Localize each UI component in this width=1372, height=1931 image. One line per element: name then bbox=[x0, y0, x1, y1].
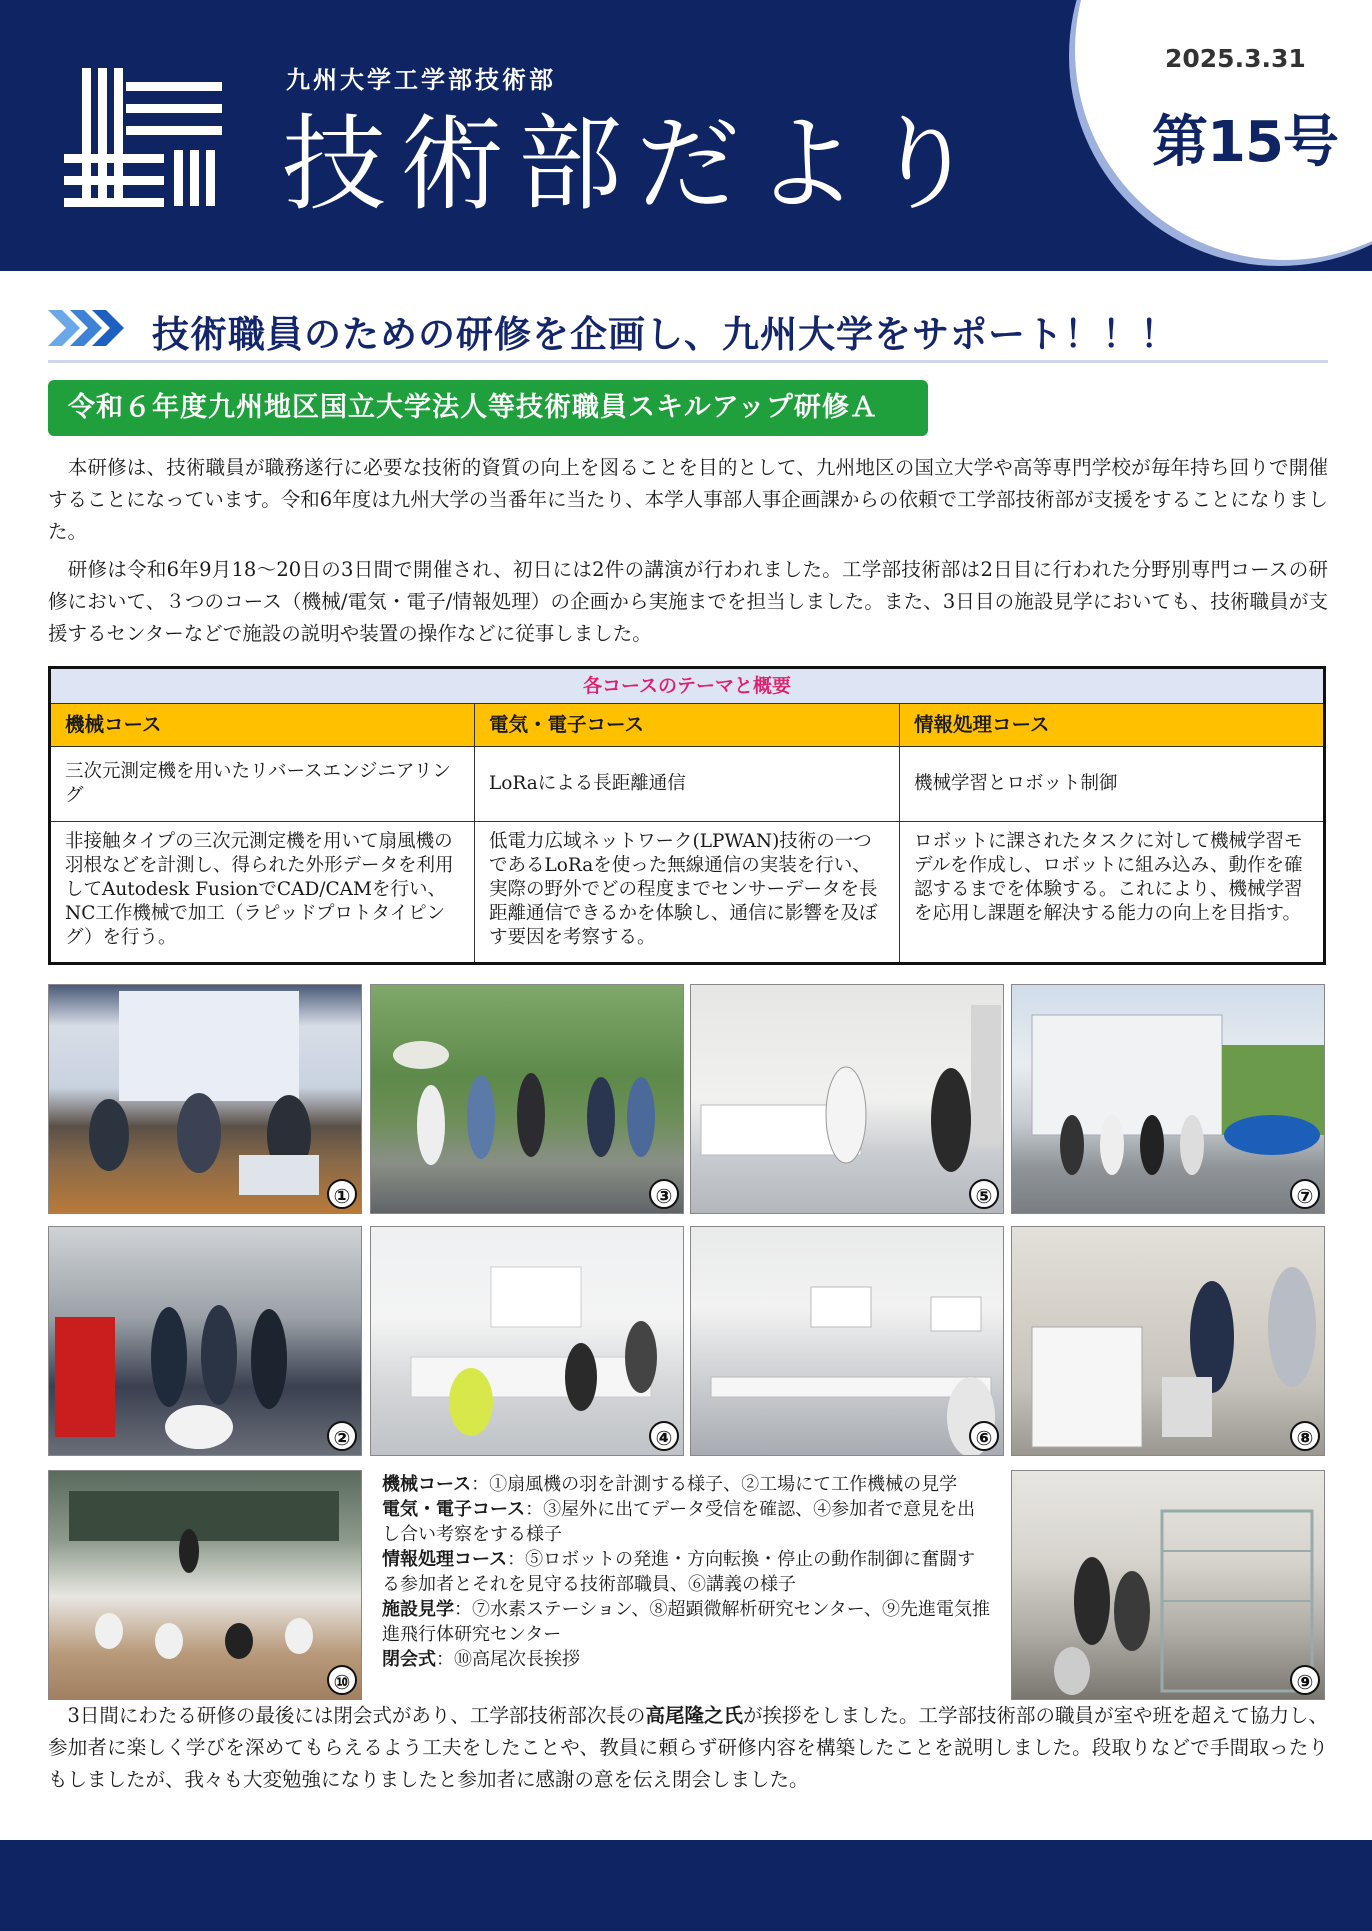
speaker-name: 高尾隆之氏 bbox=[645, 1704, 743, 1727]
course-theme: LoRaによる長距離通信 bbox=[475, 747, 900, 822]
photo-1 bbox=[48, 984, 362, 1214]
caption-label: 施設見学 bbox=[382, 1599, 454, 1620]
course-description: 低電力広域ネットワーク(LPWAN)技術の一つであるLoRaを使った無線通信の実装を行い、実際の野外でどの程度までセンサーデータを長距離通信できるかを体験し、通信に影響を及ぼす要因を考察する。 bbox=[475, 822, 900, 964]
section-title: 令和６年度九州地区国立大学法人等技術職員スキルアップ研修Ａ bbox=[48, 380, 928, 436]
photo-scene bbox=[371, 985, 684, 1214]
headline: 技術職員のための研修を企画し、九州大学をサポート！！！ bbox=[152, 313, 1178, 356]
photo-8 bbox=[1011, 1226, 1325, 1456]
photo-scene bbox=[691, 1227, 1004, 1456]
photo-4 bbox=[370, 1226, 684, 1456]
photo-6 bbox=[690, 1226, 1004, 1456]
chevron-arrows-icon bbox=[48, 306, 128, 350]
caption-text: ：⑦水素ステーション、⑧超顕微解析研究センター、⑨先進電気推進飛行体研究センター bbox=[382, 1599, 991, 1645]
course-table bbox=[48, 666, 1326, 965]
caption-text: ：①扇風機の羽を計測する様子、②工場にて工作機械の見学 bbox=[471, 1474, 958, 1495]
photo-scene bbox=[49, 1227, 362, 1456]
department-logo bbox=[64, 62, 224, 212]
photo-10 bbox=[48, 1470, 362, 1700]
intro-paragraph-2: 研修は令和6年9月18〜20日の3日間で開催され、初日には2件の講演が行われました。工学部技術部は2日目に行われた分野別専門コースの研修において、３つのコース（機械/電気・電子/情報処理）の企画から実施までを担当しました。また、3日目の施設見学においても、技術職員が支援するセンターなどで施設の説明や装置の操作などに従事しました。 bbox=[48, 558, 1328, 645]
photo-number: ⑩ bbox=[327, 1665, 357, 1695]
photo-number: ⑤ bbox=[969, 1179, 999, 1209]
photo-scene bbox=[691, 985, 1004, 1214]
photo-number: ⑦ bbox=[1290, 1179, 1320, 1209]
closing-text: が挨拶をしました。工学部技術部の職員が室や班を超えて協力し、参加者に楽しく学びを深めてもらえるよう工夫をしたことや、教員に頼らず研修内容を構築したことを説明しました。段取りなどで手間取ったりもしましたが、我々も大変勉強になりましたと参加者に感謝の意を伝え閉会しました。 bbox=[48, 1704, 1328, 1791]
photo-scene bbox=[49, 1471, 362, 1700]
photo-number: ⑧ bbox=[1290, 1421, 1320, 1451]
photo-number: ④ bbox=[649, 1421, 679, 1451]
course-theme: 三次元測定機を用いたリバースエンジニアリング bbox=[50, 747, 475, 822]
table-caption: 各コースのテーマと概要 bbox=[50, 668, 1325, 704]
caption-item bbox=[382, 1472, 992, 1497]
photo-scene bbox=[1012, 1227, 1325, 1456]
course-header: 電気・電子コース bbox=[475, 704, 900, 747]
photo-3 bbox=[370, 984, 684, 1214]
photo-2 bbox=[48, 1226, 362, 1456]
photo-9 bbox=[1011, 1470, 1325, 1700]
newsletter-title: 技術部だより bbox=[282, 103, 991, 225]
caption-text: ：⑤ロボットの発進・方向転換・停止の動作制御に奮闘する参加者とそれを見守る技術部職員、⑥講義の様子 bbox=[382, 1549, 976, 1595]
photo-5 bbox=[690, 984, 1004, 1214]
photo-number: ③ bbox=[649, 1179, 679, 1209]
issue-date: 2025.3.31 bbox=[1165, 44, 1306, 73]
course-theme: 機械学習とロボット制御 bbox=[900, 747, 1325, 822]
caption-item bbox=[382, 1497, 992, 1547]
issue-number: 第15号 bbox=[1152, 110, 1338, 175]
caption-label: 情報処理コース bbox=[382, 1549, 508, 1570]
intro-paragraph-1: 本研修は、技術職員が職務遂行に必要な技術的資質の向上を図ることを目的として、九州地区の国立大学や高等専門学校が毎年持ち回りで開催することになっています。令和6年度は九州大学の当番年に当たり、本学人事部人事企画課からの依頼で工学部技術部が支援をすることになりました。 bbox=[48, 456, 1328, 543]
caption-label: 閉会式 bbox=[382, 1649, 436, 1670]
caption-label: 機械コース bbox=[382, 1474, 472, 1495]
photo-scene bbox=[1012, 1471, 1325, 1700]
caption-text: ：③屋外に出てデータ受信を確認、④参加者で意見を出し合い考察をする様子 bbox=[382, 1499, 976, 1545]
photo-number: ① bbox=[327, 1179, 357, 1209]
photo-7 bbox=[1011, 984, 1325, 1214]
course-header: 情報処理コース bbox=[900, 704, 1325, 747]
headline-rule bbox=[48, 360, 1328, 363]
closing-paragraph bbox=[48, 1700, 1328, 1796]
course-description: 非接触タイプの三次元測定機を用いて扇風機の羽根などを計測し、得られた外形データを利用してAutodesk FusionでCAD/CAMを行い、NC工作機械で加工（ラピッドプロトタイピング）を行う。 bbox=[50, 822, 475, 964]
department-name: 九州大学工学部技術部 bbox=[286, 66, 556, 94]
photo-number: ⑨ bbox=[1290, 1665, 1320, 1695]
closing-text: 3日間にわたる研修の最後には閉会式があり、工学部技術部次長の bbox=[48, 1704, 646, 1727]
headline-row bbox=[48, 300, 1328, 356]
course-header: 機械コース bbox=[50, 704, 475, 747]
caption-label: 電気・電子コース bbox=[382, 1499, 526, 1520]
photo-captions bbox=[382, 1472, 992, 1672]
photo-number: ⑥ bbox=[969, 1421, 999, 1451]
caption-item bbox=[382, 1647, 992, 1672]
caption-item bbox=[382, 1597, 992, 1647]
photo-scene bbox=[1012, 985, 1325, 1214]
caption-text: ：⑩高尾次長挨拶 bbox=[436, 1649, 580, 1670]
photo-scene bbox=[371, 1227, 684, 1456]
course-description: ロボットに課されたタスクに対して機械学習モデルを作成し、ロボットに組み込み、動作を確認するまでを体験する。これにより、機械学習を応用し課題を解決する能力の向上を目指す。 bbox=[900, 822, 1325, 964]
photo-scene bbox=[49, 985, 362, 1214]
footer-band bbox=[0, 1840, 1372, 1931]
masthead bbox=[0, 0, 1372, 271]
caption-item bbox=[382, 1547, 992, 1597]
photo-number: ② bbox=[327, 1421, 357, 1451]
